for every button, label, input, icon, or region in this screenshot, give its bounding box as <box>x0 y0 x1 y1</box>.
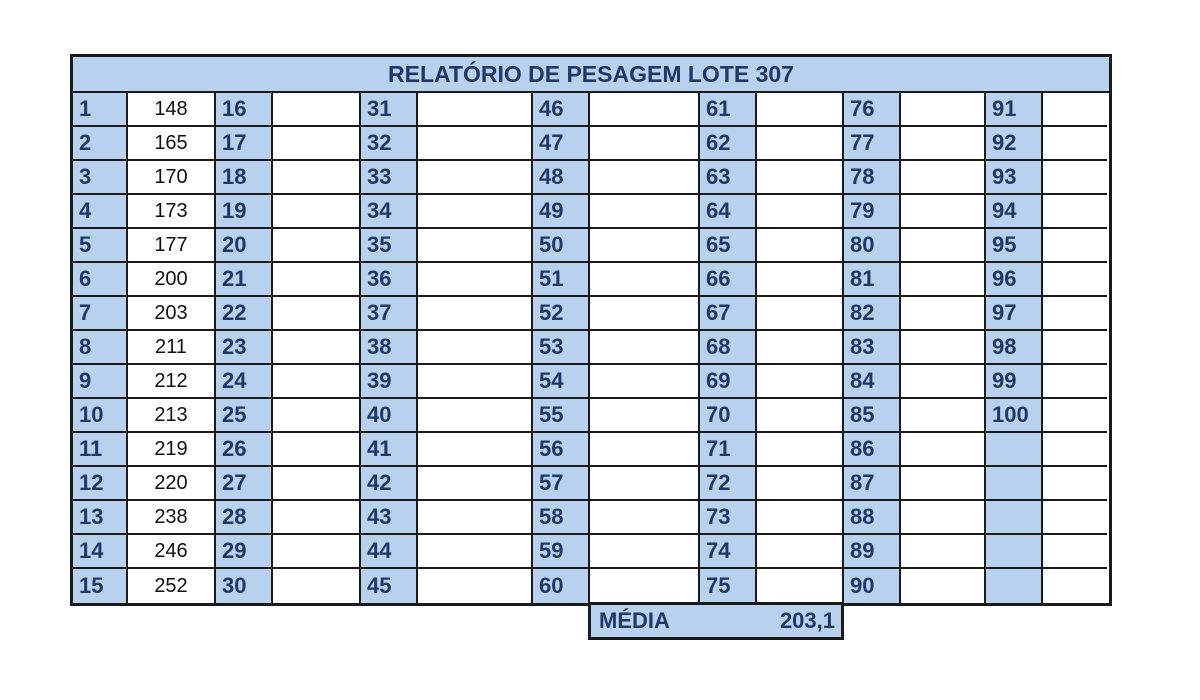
entry-weight <box>757 365 844 399</box>
entry-number: 93 <box>986 161 1043 195</box>
entry-number: 45 <box>361 569 418 603</box>
entry-number: 70 <box>700 399 757 433</box>
entry-number: 78 <box>844 161 901 195</box>
entry-number: 84 <box>844 365 901 399</box>
entry-weight <box>1043 229 1107 263</box>
entry-weight <box>901 433 986 467</box>
entry-number: 12 <box>73 467 128 501</box>
entry-weight: 170 <box>128 161 216 195</box>
entry-weight <box>1043 127 1107 161</box>
entry-number: 18 <box>216 161 273 195</box>
entry-number: 37 <box>361 297 418 331</box>
entry-weight <box>1043 331 1107 365</box>
entry-weight <box>273 399 361 433</box>
entry-number: 87 <box>844 467 901 501</box>
entry-number: 38 <box>361 331 418 365</box>
entry-number: 67 <box>700 297 757 331</box>
entry-weight <box>273 195 361 229</box>
entry-number: 29 <box>216 535 273 569</box>
entry-number: 20 <box>216 229 273 263</box>
entry-weight <box>1043 501 1107 535</box>
entry-weight <box>1043 93 1107 127</box>
entry-number: 10 <box>73 399 128 433</box>
entry-weight <box>901 467 986 501</box>
entry-weight <box>1043 535 1107 569</box>
entry-number: 62 <box>700 127 757 161</box>
entry-weight <box>757 229 844 263</box>
entry-weight <box>418 161 533 195</box>
entry-weight <box>590 433 700 467</box>
entry-number: 100 <box>986 399 1043 433</box>
entry-number: 41 <box>361 433 418 467</box>
entry-weight <box>590 467 700 501</box>
entry-weight <box>418 93 533 127</box>
entry-number: 8 <box>73 331 128 365</box>
entry-weight <box>1043 297 1107 331</box>
entry-number: 13 <box>73 501 128 535</box>
entry-number: 16 <box>216 93 273 127</box>
entry-weight <box>757 433 844 467</box>
entry-number: 28 <box>216 501 273 535</box>
entry-number: 88 <box>844 501 901 535</box>
entry-weight <box>901 263 986 297</box>
entry-number: 53 <box>533 331 590 365</box>
entry-number: 36 <box>361 263 418 297</box>
entry-number: 39 <box>361 365 418 399</box>
entry-number: 54 <box>533 365 590 399</box>
entry-weight <box>1043 433 1107 467</box>
entry-weight <box>1043 195 1107 229</box>
entry-weight <box>901 161 986 195</box>
entry-weight <box>1043 569 1107 603</box>
entry-weight <box>273 433 361 467</box>
entry-weight <box>757 195 844 229</box>
entry-number: 2 <box>73 127 128 161</box>
entry-number: 64 <box>700 195 757 229</box>
entry-number: 56 <box>533 433 590 467</box>
entry-weight <box>901 93 986 127</box>
average-value: 203,1 <box>779 608 835 633</box>
entry-weight <box>590 535 700 569</box>
entry-number: 76 <box>844 93 901 127</box>
entry-weight <box>418 569 533 603</box>
entry-number: 27 <box>216 467 273 501</box>
entry-weight <box>273 365 361 399</box>
entry-number <box>986 535 1043 569</box>
entry-number: 65 <box>700 229 757 263</box>
entry-number <box>986 569 1043 603</box>
entry-number: 17 <box>216 127 273 161</box>
entry-number: 6 <box>73 263 128 297</box>
entry-weight <box>901 399 986 433</box>
entry-weight <box>901 535 986 569</box>
entry-weight <box>418 195 533 229</box>
entry-number: 25 <box>216 399 273 433</box>
weighing-report-table <box>70 54 1112 606</box>
entry-weight <box>1043 399 1107 433</box>
entry-number: 23 <box>216 331 273 365</box>
entry-weight <box>273 501 361 535</box>
entry-number: 31 <box>361 93 418 127</box>
entry-weight <box>757 297 844 331</box>
entry-weight: 203 <box>128 297 216 331</box>
entry-weight <box>418 433 533 467</box>
entry-weight <box>418 229 533 263</box>
entry-weight <box>590 297 700 331</box>
entry-number: 89 <box>844 535 901 569</box>
entry-number: 81 <box>844 263 901 297</box>
entry-weight: 246 <box>128 535 216 569</box>
entry-number: 32 <box>361 127 418 161</box>
entry-weight <box>590 331 700 365</box>
entry-number: 86 <box>844 433 901 467</box>
entry-weight <box>273 535 361 569</box>
report-title: RELATÓRIO DE PESAGEM LOTE 307 <box>73 57 1109 93</box>
entry-number: 57 <box>533 467 590 501</box>
entry-number: 44 <box>361 535 418 569</box>
entry-weight <box>273 127 361 161</box>
entry-number: 33 <box>361 161 418 195</box>
entry-number: 19 <box>216 195 273 229</box>
entry-weight <box>1043 467 1107 501</box>
entry-number: 73 <box>700 501 757 535</box>
entry-number: 74 <box>700 535 757 569</box>
entry-weight <box>273 161 361 195</box>
entry-number: 63 <box>700 161 757 195</box>
entry-weight: 200 <box>128 263 216 297</box>
entry-weight: 177 <box>128 229 216 263</box>
entry-weight <box>273 297 361 331</box>
entry-weight: 165 <box>128 127 216 161</box>
entry-number: 99 <box>986 365 1043 399</box>
entry-weight <box>418 467 533 501</box>
entry-weight: 252 <box>128 569 216 603</box>
entry-weight <box>590 365 700 399</box>
entry-weight <box>590 569 700 603</box>
entry-number: 26 <box>216 433 273 467</box>
entry-number: 71 <box>700 433 757 467</box>
entry-number: 46 <box>533 93 590 127</box>
entry-number: 69 <box>700 365 757 399</box>
entry-number: 96 <box>986 263 1043 297</box>
entry-number: 35 <box>361 229 418 263</box>
entry-number: 98 <box>986 331 1043 365</box>
entry-number: 3 <box>73 161 128 195</box>
entry-weight <box>757 467 844 501</box>
entry-number: 80 <box>844 229 901 263</box>
entry-weight <box>757 161 844 195</box>
entry-weight: 173 <box>128 195 216 229</box>
entry-number: 43 <box>361 501 418 535</box>
entry-weight <box>273 229 361 263</box>
entry-weight <box>901 501 986 535</box>
entry-weight <box>901 331 986 365</box>
entry-weight <box>757 127 844 161</box>
entry-number: 11 <box>73 433 128 467</box>
entry-weight <box>418 263 533 297</box>
entry-weight <box>590 93 700 127</box>
entry-number: 5 <box>73 229 128 263</box>
entry-weight <box>901 229 986 263</box>
entry-weight: 213 <box>128 399 216 433</box>
entry-weight <box>1043 263 1107 297</box>
entry-number: 97 <box>986 297 1043 331</box>
entry-number: 91 <box>986 93 1043 127</box>
entry-number: 61 <box>700 93 757 127</box>
entry-weight <box>901 569 986 603</box>
entry-weight <box>418 535 533 569</box>
entry-number: 94 <box>986 195 1043 229</box>
entry-number <box>986 467 1043 501</box>
entry-weight <box>590 229 700 263</box>
entry-number: 58 <box>533 501 590 535</box>
entry-weight <box>757 399 844 433</box>
entry-weight: 220 <box>128 467 216 501</box>
entry-weight <box>901 297 986 331</box>
entry-weight <box>273 467 361 501</box>
entry-weight <box>418 501 533 535</box>
entry-weight <box>757 501 844 535</box>
entry-weight <box>273 569 361 603</box>
entry-number: 83 <box>844 331 901 365</box>
entry-weight <box>757 535 844 569</box>
entry-weight <box>273 263 361 297</box>
entry-weight <box>273 93 361 127</box>
entry-number: 30 <box>216 569 273 603</box>
entry-weight <box>901 195 986 229</box>
entry-number <box>986 433 1043 467</box>
entry-weight <box>590 263 700 297</box>
entry-weight <box>590 161 700 195</box>
entry-number: 21 <box>216 263 273 297</box>
entry-number: 1 <box>73 93 128 127</box>
entry-number: 7 <box>73 297 128 331</box>
entry-weight <box>1043 365 1107 399</box>
entry-weight: 238 <box>128 501 216 535</box>
entry-weight <box>757 569 844 603</box>
entry-number: 75 <box>700 569 757 603</box>
weights-grid <box>73 93 1109 603</box>
entry-number: 79 <box>844 195 901 229</box>
entry-weight: 219 <box>128 433 216 467</box>
entry-number: 15 <box>73 569 128 603</box>
entry-weight <box>757 93 844 127</box>
entry-number: 55 <box>533 399 590 433</box>
entry-weight <box>273 331 361 365</box>
entry-number: 34 <box>361 195 418 229</box>
entry-weight <box>418 127 533 161</box>
average-label: MÉDIA <box>599 608 670 633</box>
entry-weight <box>757 331 844 365</box>
entry-number: 92 <box>986 127 1043 161</box>
entry-number: 68 <box>700 331 757 365</box>
entry-weight: 212 <box>128 365 216 399</box>
entry-weight <box>418 331 533 365</box>
entry-number: 22 <box>216 297 273 331</box>
entry-number: 9 <box>73 365 128 399</box>
entry-number: 77 <box>844 127 901 161</box>
entry-number: 47 <box>533 127 590 161</box>
entry-weight <box>901 127 986 161</box>
entry-number: 82 <box>844 297 901 331</box>
entry-number: 4 <box>73 195 128 229</box>
entry-number: 24 <box>216 365 273 399</box>
entry-number: 48 <box>533 161 590 195</box>
entry-weight <box>590 195 700 229</box>
entry-weight <box>901 365 986 399</box>
entry-number: 60 <box>533 569 590 603</box>
entry-number: 50 <box>533 229 590 263</box>
entry-weight <box>418 297 533 331</box>
entry-weight <box>590 127 700 161</box>
entry-weight <box>1043 161 1107 195</box>
entry-weight <box>418 365 533 399</box>
entry-number: 49 <box>533 195 590 229</box>
entry-number: 95 <box>986 229 1043 263</box>
entry-weight: 148 <box>128 93 216 127</box>
entry-number: 66 <box>700 263 757 297</box>
entry-number: 51 <box>533 263 590 297</box>
entry-number: 14 <box>73 535 128 569</box>
entry-number: 40 <box>361 399 418 433</box>
average-summary <box>588 602 844 640</box>
entry-number: 42 <box>361 467 418 501</box>
entry-number: 52 <box>533 297 590 331</box>
entry-weight <box>418 399 533 433</box>
entry-weight: 211 <box>128 331 216 365</box>
entry-weight <box>590 501 700 535</box>
entry-number <box>986 501 1043 535</box>
entry-number: 90 <box>844 569 901 603</box>
entry-number: 59 <box>533 535 590 569</box>
entry-weight <box>757 263 844 297</box>
entry-number: 85 <box>844 399 901 433</box>
entry-number: 72 <box>700 467 757 501</box>
entry-weight <box>590 399 700 433</box>
